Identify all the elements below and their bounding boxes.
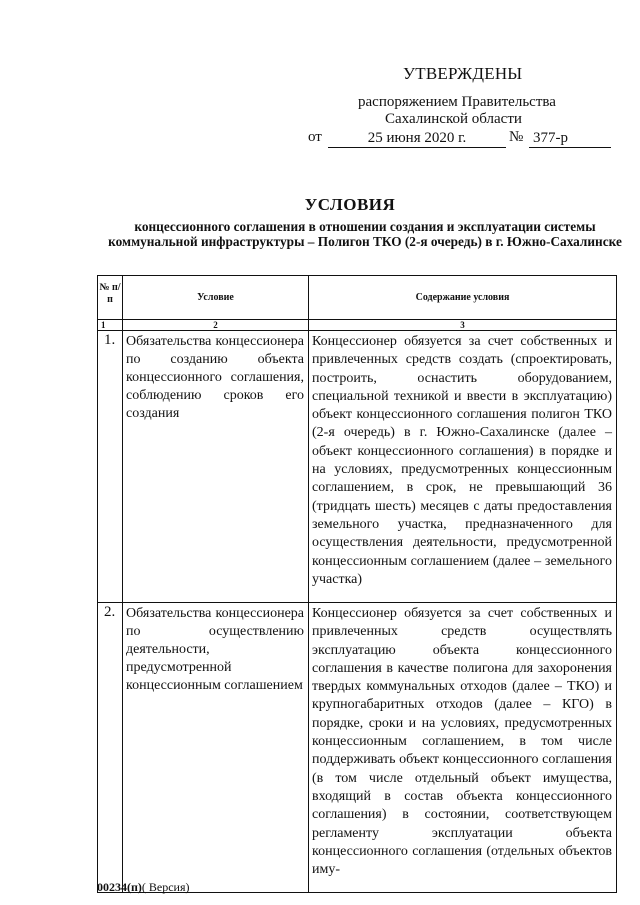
order-issuer-line2: Сахалинской области bbox=[385, 111, 522, 127]
order-issuer-line1: распоряжением Правительства bbox=[358, 94, 556, 110]
table-row bbox=[98, 331, 617, 603]
document-title: УСЛОВИЯ bbox=[304, 195, 396, 214]
row-number: 2. bbox=[98, 603, 123, 893]
approved-heading: УТВЕРЖДЕНЫ bbox=[403, 64, 523, 83]
order-number: 377-р bbox=[529, 129, 611, 148]
conditions-table bbox=[97, 275, 617, 893]
column-number: 2 bbox=[123, 320, 309, 331]
order-date-number-line bbox=[308, 129, 608, 149]
column-number-row bbox=[98, 320, 617, 331]
version-label: ( Версия) bbox=[141, 880, 190, 894]
column-number: 1 bbox=[98, 320, 123, 331]
header-content: Содержание условия bbox=[309, 276, 617, 320]
header-condition: Условие bbox=[123, 276, 309, 320]
row-content: Концессионер обязуется за счет собственных и привлеченных средств осуществлять эксплуатацию объекта концессионного соглашения в качестве полигона для захоронения твердых коммунальных отходов (далее – ТКО) и крупногабаритных отходов (далее – КГО) в порядке, сроки и на условиях, предусмотренных концессионным соглашением, в том числе поддерживать объект концессионного соглашения (в том числе отдельный объект имущества, входящий в состав объекта концессионного соглашения) в состоянии, соответствующем регламенту эксплуатации объекта концессионного соглашения (отдельных объектов иму- bbox=[309, 603, 617, 893]
row-content: Концессионер обязуется за счет собственных и привлеченных средств создать (спроектировать, построить, оснастить оборудованием, специальной техникой и ввести в эксплуатацию) объект концессионного соглашения полигон ТКО (2-я очередь) в г. Южно-Сахалинске (далее – объект концессионного соглашения) в порядке и на условиях, предусмотренных концессионным соглашением, в срок, не превышающий 36 (тридцать шесть) месяцев с даты предоставления земельного участка, предназначенного для осуществления деятельности, предусмотренной концессионным соглашением (далее – земельного участка) bbox=[309, 331, 617, 603]
footer-code bbox=[97, 880, 190, 895]
column-number: 3 bbox=[309, 320, 617, 331]
table-header-row bbox=[98, 276, 617, 320]
table-row bbox=[98, 603, 617, 893]
order-date: 25 июня 2020 г. bbox=[328, 129, 506, 148]
document-code: 00234(п) bbox=[97, 880, 142, 894]
from-label: от bbox=[308, 129, 322, 145]
number-label: № bbox=[509, 129, 524, 145]
row-condition: Обязательства концессионера по осуществлению деятельности, предусмотренной концессионным соглашением bbox=[123, 603, 309, 893]
row-number: 1. bbox=[98, 331, 123, 603]
document-subtitle: концессионного соглашения в отношении создания и эксплуатации системы коммунальной инфраструктуры – Полигон ТКО (2-я очередь) в г. Южно-Сахалинске bbox=[108, 219, 622, 249]
row-condition: Обязательства концессионера по созданию объекта концессионного соглашения, соблюдению сроков его создания bbox=[123, 331, 309, 603]
header-num: № п/п bbox=[98, 276, 123, 320]
